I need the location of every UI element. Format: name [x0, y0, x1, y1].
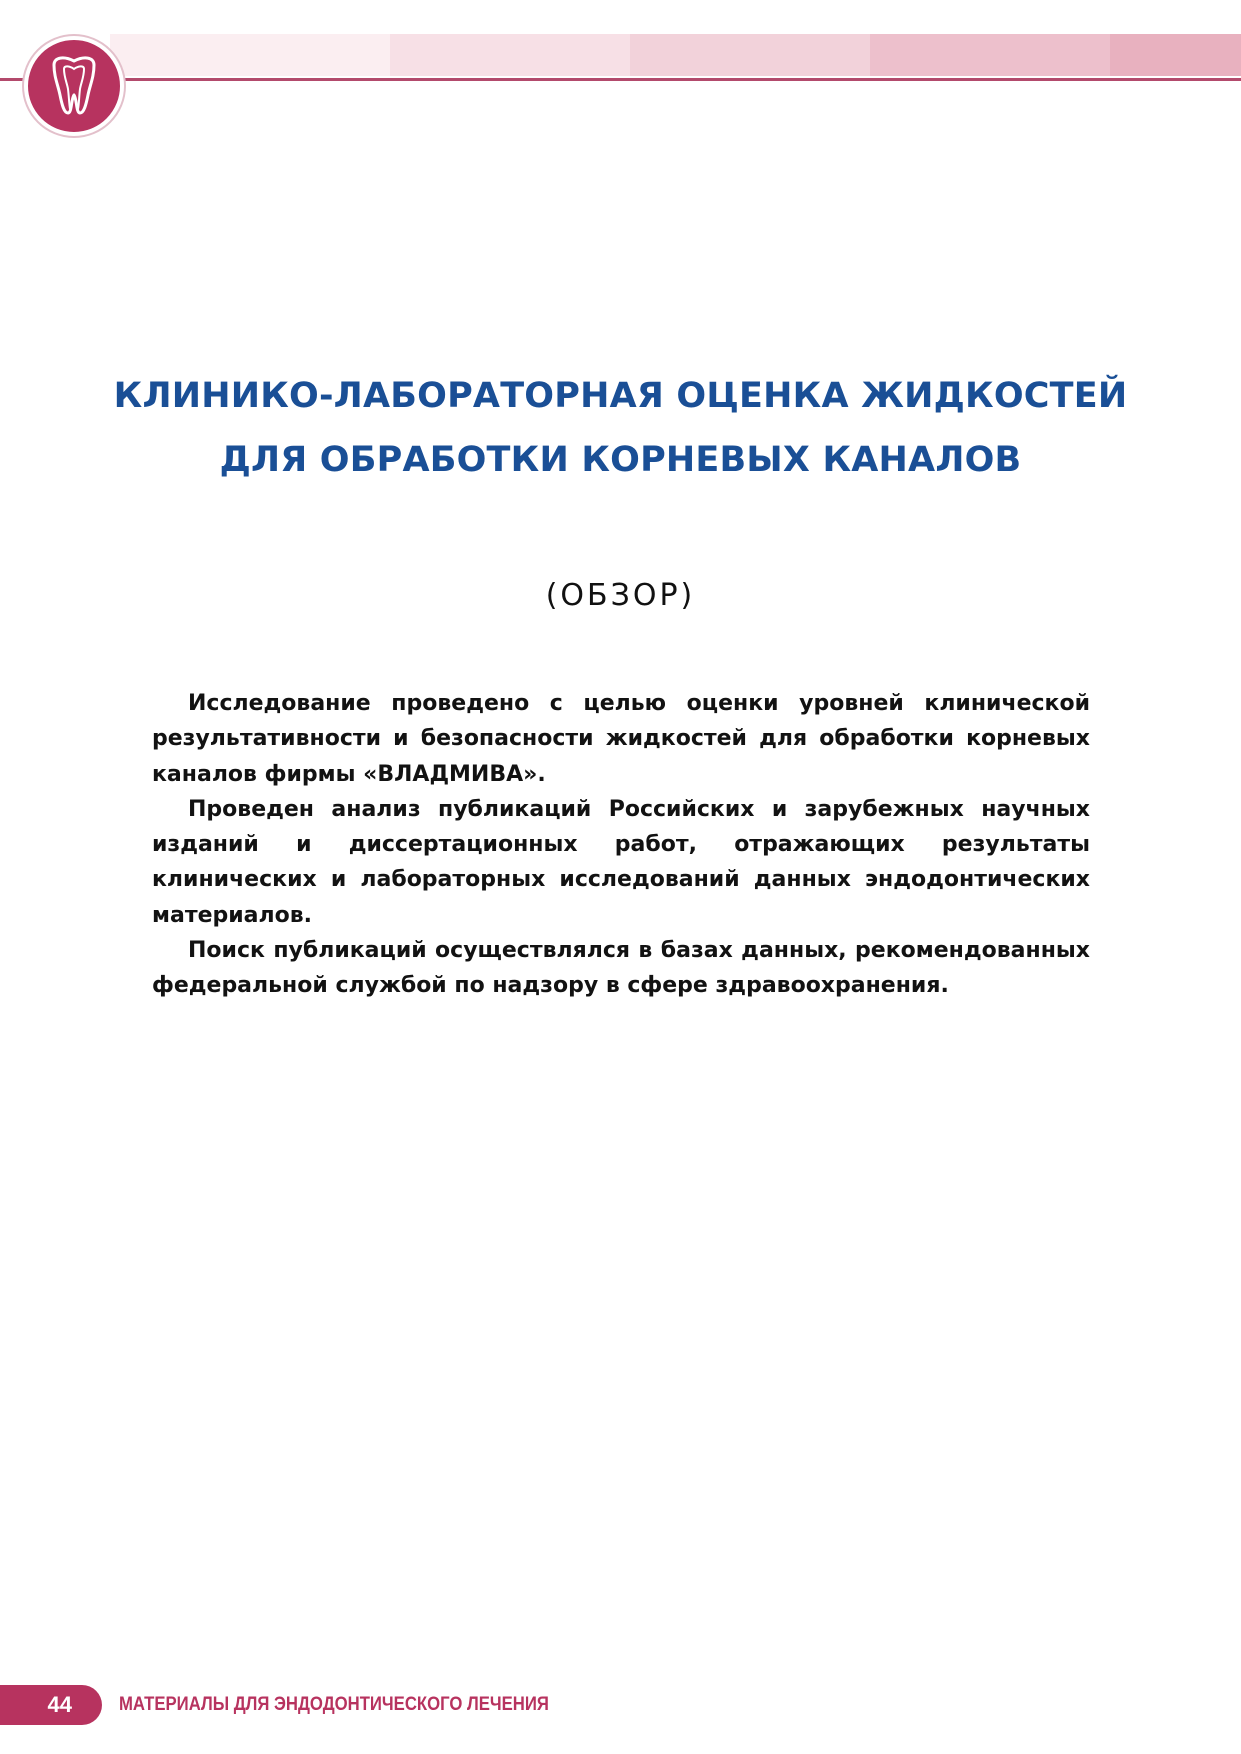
page-subtitle: (ОБЗОР): [545, 578, 696, 613]
tooth-icon: [46, 55, 102, 117]
header-rule: [0, 78, 1241, 81]
page-title: [100, 364, 1141, 492]
page-title-line-1: КЛИНИКО-ЛАБОРАТОРНАЯ ОЦЕНКА ЖИДКОСТЕЙ: [113, 376, 1128, 416]
footer-section-title: МАТЕРИАЛЫ ДЛЯ ЭНДОДОНТИЧЕСКОГО ЛЕЧЕНИЯ: [119, 1694, 549, 1715]
page-number: 44: [0, 1685, 102, 1725]
body-paragraph: Проведен анализ публикаций Российских и зарубежных научных изданий и диссертационных работ, отражающих результаты клинических и лабораторных исследований данных эндодонтических материалов.: [152, 796, 1090, 928]
body-paragraph: Исследование проведено с целью оценки уровней клинической результативности и безопасности жидкостей для обработки корневых каналов фирмы «ВЛАДМИВА».: [152, 691, 1090, 787]
header-band: [110, 34, 1241, 76]
page-title-line-2: ДЛЯ ОБРАБОТКИ КОРНЕВЫХ КАНАЛОВ: [219, 440, 1022, 480]
abstract-body: [152, 686, 1090, 1004]
body-paragraph: Поиск публикаций осуществлялся в базах данных, рекомендованных федеральной службой по надзору в сфере здравоохранения.: [152, 938, 1090, 999]
header-band-segment: [1110, 34, 1241, 76]
tooth-logo: [24, 36, 124, 136]
